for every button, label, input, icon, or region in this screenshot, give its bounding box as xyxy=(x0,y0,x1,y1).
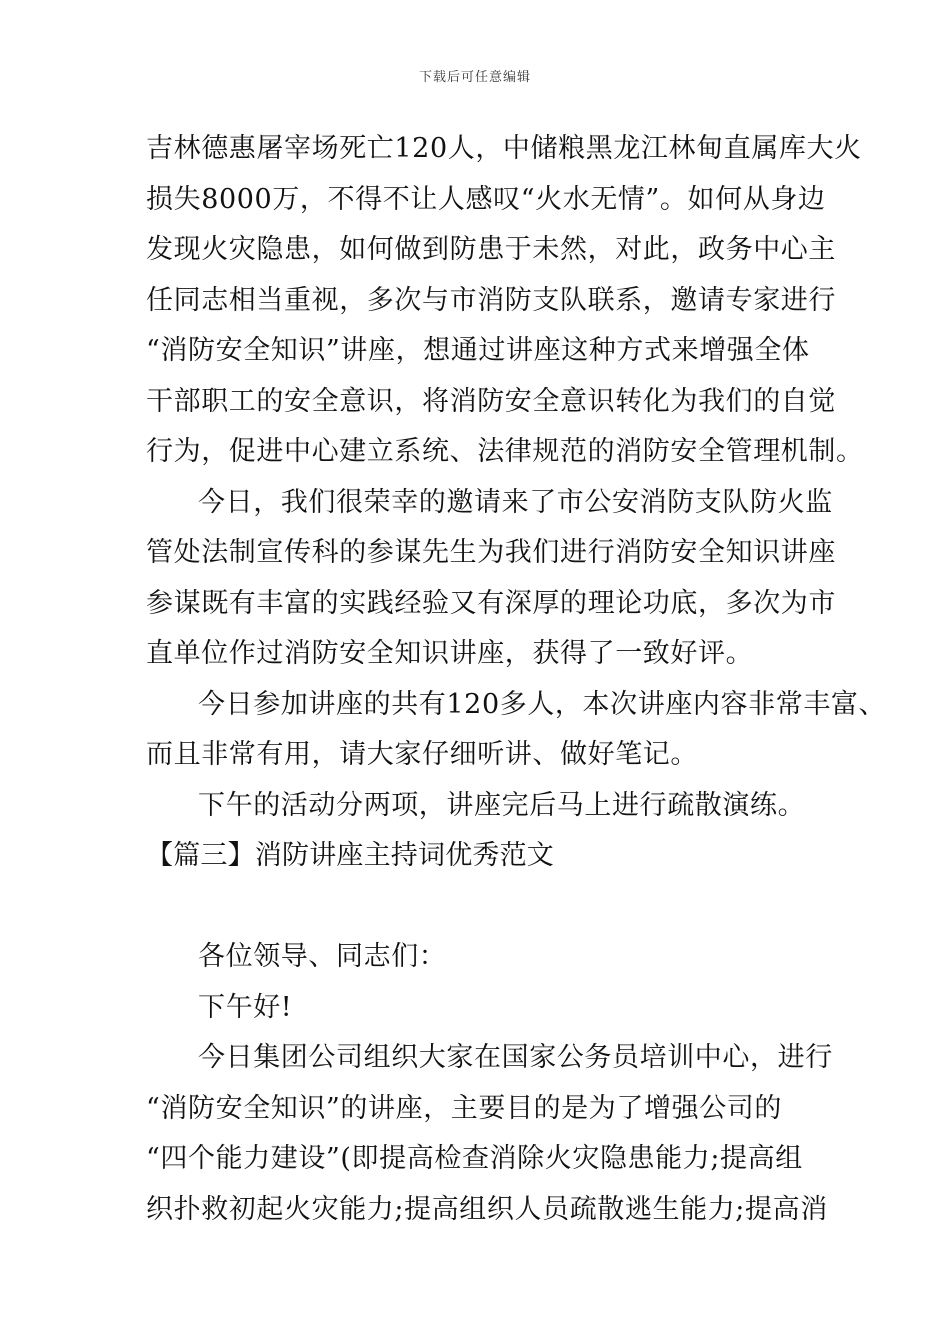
greeting-line: 各位领导、同志们： xyxy=(198,941,447,972)
section-heading: 【篇三】消防讲座主持词优秀范文 xyxy=(146,840,554,871)
paragraph-line: “消防安全知识”的讲座，主要目的是为了增强公司的 xyxy=(146,1092,783,1124)
paragraph-line: 织扑救初起火灾能力;提高组织人员疏散逃生能力;提高消 xyxy=(146,1193,828,1225)
paragraph-line: 吉林德惠屠宰场死亡120人，中储粮黑龙江林甸直属库大火 xyxy=(146,133,862,164)
paragraph-line: “四个能力建设”(即提高检查消除火灾隐患能力;提高组 xyxy=(146,1143,803,1174)
paragraph-line: 损失8000万，不得不让人感叹“火水无情”。如何从身边 xyxy=(146,183,826,215)
paragraph-line: 任同志相当重视，多次与市消防支队联系，邀请专家进行 xyxy=(146,284,836,316)
paragraph-line: 今日集团公司组织大家在国家公务员培训中心，进行 xyxy=(198,1042,833,1073)
paragraph-line: “消防安全知识”讲座，想通过讲座这种方式来增强全体 xyxy=(146,335,810,366)
document-body xyxy=(146,124,887,1235)
paragraph-line: 管处法制宣传科的参谋先生为我们进行消防安全知识讲座 xyxy=(146,537,836,568)
blank-line xyxy=(146,882,836,933)
paragraph-line: 干部职工的安全意识，将消防安全意识转化为我们的自觉 xyxy=(146,385,836,417)
paragraph-line: 直单位作过消防安全知识讲座，获得了一致好评。 xyxy=(146,638,754,669)
paragraph-line: 今日参加讲座的共有120多人，本次讲座内容非常丰富、 xyxy=(198,688,887,720)
paragraph-line: 下午的活动分两项，讲座完后马上进行疏散演练。 xyxy=(198,789,806,821)
paragraph-line: 而且非常有用，请大家仔细听讲、做好笔记。 xyxy=(146,739,698,770)
paragraph-line: 行为，促进中心建立系统、法律规范的消防安全管理机制。 xyxy=(146,436,864,467)
paragraph-line: 发现火灾隐患，如何做到防患于未然，对此，政务中心主 xyxy=(146,234,836,265)
page-header: 下载后可任意编辑 xyxy=(418,70,531,85)
paragraph-line: 今日，我们很荣幸的邀请来了市公安消防支队防火监 xyxy=(198,486,833,518)
greeting-line: 下午好! xyxy=(198,991,293,1023)
paragraph-line: 参谋既有丰富的实践经验又有深厚的理论功底，多次为市 xyxy=(146,587,836,619)
